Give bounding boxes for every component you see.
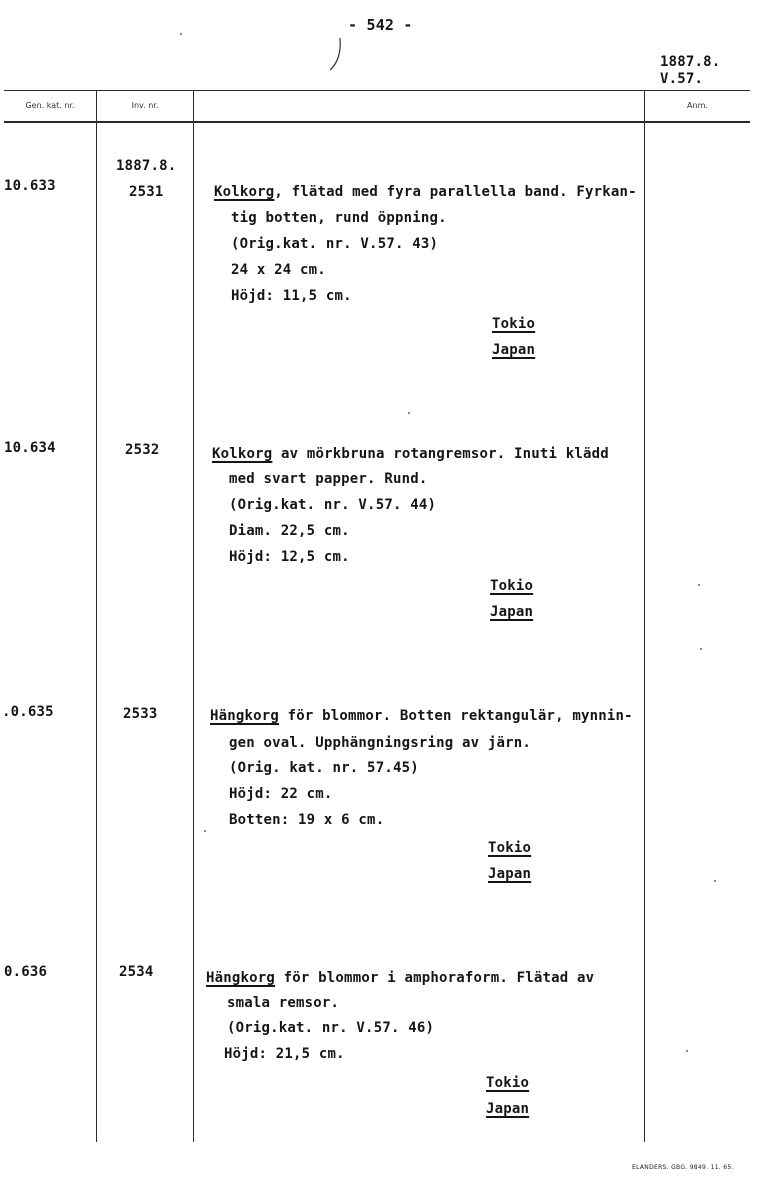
description-line: smala remsor. [227,995,340,1011]
description-text: för blommor. Botten rektangulär, mynnin- [279,708,633,724]
description-line: tig botten, rund öppning. [231,210,447,226]
column-header-gen-kat-nr: Gen. kat. nr. [25,101,75,110]
place-name: Tokio [488,840,532,856]
scan-speck [686,1050,688,1052]
description-line: Höjd: 22 cm. [229,786,333,802]
column-divider-3 [644,90,645,1142]
description-line: Diam. 22,5 cm. [229,523,350,539]
entry-first-line [214,184,637,200]
scan-speck [408,412,410,414]
description-line: 24 x 24 cm. [231,262,326,278]
place-name: Tokio [486,1075,530,1091]
description-text: , flätad med fyra parallella band. Fyrkan- [274,184,637,200]
ref-code: V.57. [660,71,704,87]
object-name: Hängkorg [210,708,280,724]
gen-kat-nr: 10.633 [4,178,56,194]
description-line: Höjd: 12,5 cm. [229,549,350,565]
inv-nr: 2533 [123,706,158,722]
header-top-rule [4,90,750,91]
object-name: Kolkorg [214,184,275,200]
column-header-anm: Anm. [687,101,708,110]
object-name: Hängkorg [206,970,276,986]
page-number: - 542 - [348,16,413,34]
place-name: Tokio [492,316,536,332]
description-line: (Orig. kat. nr. 57.45) [229,760,419,776]
scan-speck [698,584,700,586]
description-line: gen oval. Upphängningsring av järn. [229,735,532,751]
ref-year: 1887.8. [660,54,721,70]
description-line: Höjd: 21,5 cm. [224,1046,345,1062]
gen-kat-nr: 0.636 [4,964,48,980]
scan-speck [204,830,206,832]
gen-kat-nr: .0.635 [2,704,54,720]
scan-speck [180,33,182,35]
entry-first-line [210,708,633,724]
country-name: Japan [490,604,534,620]
inv-nr: 2531 [129,184,164,200]
printer-imprint: ELANDERS. GBG. 9849. 11. 65. [632,1164,734,1171]
pen-mark-icon [326,36,346,72]
description-line: Botten: 19 x 6 cm. [229,812,385,828]
scan-speck [700,648,702,650]
description-line: Höjd: 11,5 cm. [231,288,352,304]
header-bottom-rule [4,121,750,123]
country-name: Japan [488,866,532,882]
group-label: 1887.8. [116,158,177,174]
country-name: Japan [492,342,536,358]
description-text: av mörkbruna rotangremsor. Inuti klädd [272,446,609,462]
country-name: Japan [486,1101,530,1117]
column-header-inv-nr: Inv. nr. [131,101,159,110]
inv-nr: 2534 [119,964,154,980]
scan-speck [714,880,716,882]
inv-nr: 2532 [125,442,160,458]
description-text: för blommor i amphoraform. Flätad av [275,970,595,986]
entry-first-line [206,970,594,986]
gen-kat-nr: 10.634 [4,440,56,456]
place-name: Tokio [490,578,534,594]
description-line: med svart papper. Rund. [229,471,428,487]
column-divider-2 [193,90,194,1142]
description-line: (Orig.kat. nr. V.57. 44) [229,497,437,513]
column-divider-1 [96,90,97,1142]
entry-first-line [212,446,609,462]
description-line: (Orig.kat. nr. V.57. 43) [231,236,439,252]
description-line: (Orig.kat. nr. V.57. 46) [227,1020,435,1036]
object-name: Kolkorg [212,446,273,462]
